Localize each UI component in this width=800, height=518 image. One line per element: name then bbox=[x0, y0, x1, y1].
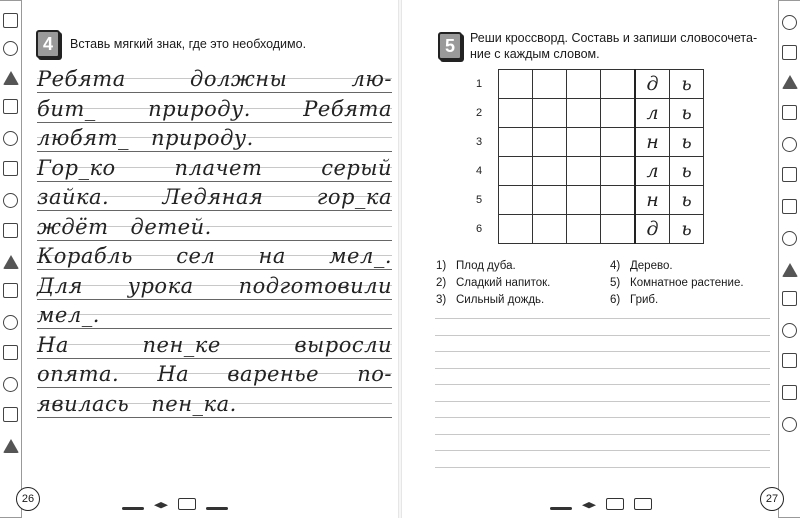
crossword-row bbox=[476, 128, 704, 157]
answer-line[interactable] bbox=[435, 417, 770, 418]
crossword-row-number: 5 bbox=[476, 194, 483, 206]
crossword-cell[interactable]: н bbox=[635, 128, 670, 157]
pencil-doodle-icon bbox=[206, 507, 228, 510]
crossword-cell[interactable]: ь bbox=[670, 128, 704, 157]
clue-item bbox=[436, 258, 516, 275]
handwritten-word: ждёт bbox=[37, 214, 109, 239]
backpack-doodle-icon bbox=[782, 353, 797, 368]
ruled-line bbox=[37, 299, 392, 300]
clue-item bbox=[436, 292, 544, 309]
clue-item bbox=[610, 258, 673, 275]
task-instruction: Вставь мягкий знак, где это необходимо. bbox=[70, 37, 307, 51]
protractor-doodle-icon bbox=[582, 502, 596, 510]
crossword-cell[interactable]: ь bbox=[670, 186, 704, 215]
handwritten-word: сел bbox=[176, 244, 216, 268]
footer-doodles bbox=[550, 498, 652, 510]
clue-number: 1) bbox=[436, 260, 447, 272]
handwritten-word: опята. bbox=[37, 362, 120, 386]
handwritten-word: плачет bbox=[174, 155, 263, 180]
task-number-badge: 5 bbox=[438, 32, 462, 60]
handwritten-word: На bbox=[37, 332, 69, 357]
folder-doodle-icon bbox=[782, 291, 797, 306]
clue-number: 3) bbox=[436, 294, 447, 306]
clue-number: 5) bbox=[610, 277, 621, 289]
pencil-doodle-icon bbox=[3, 255, 19, 269]
crossword-cell[interactable] bbox=[567, 99, 601, 128]
page-number: 27 bbox=[760, 487, 784, 511]
ruled-line bbox=[37, 328, 392, 329]
crossword-cell[interactable] bbox=[601, 128, 636, 157]
handwritten-word: зайка. bbox=[37, 185, 110, 209]
handwritten-word: пен_ке bbox=[142, 332, 221, 357]
handwritten-word: мел_. bbox=[329, 244, 392, 268]
answer-line[interactable] bbox=[435, 450, 770, 451]
clue-item bbox=[610, 292, 658, 309]
crossword-cell[interactable] bbox=[601, 99, 636, 128]
calculator-doodle-icon bbox=[3, 223, 18, 238]
answer-line[interactable] bbox=[435, 384, 770, 385]
crossword-cell[interactable] bbox=[601, 186, 636, 215]
handwritten-word: пен_ка. bbox=[151, 391, 237, 416]
handwritten-word: серый bbox=[321, 155, 392, 180]
handwritten-word: гор_ка bbox=[316, 185, 392, 209]
crossword-cell[interactable] bbox=[601, 70, 636, 99]
ruled-line bbox=[37, 240, 392, 241]
crossword-row-number: 3 bbox=[476, 136, 483, 148]
clue-list bbox=[436, 258, 776, 318]
notebook-doodle-icon bbox=[782, 167, 797, 182]
crossword-row bbox=[476, 99, 704, 128]
crossword-cell[interactable] bbox=[533, 157, 567, 186]
eraser-doodle-icon bbox=[634, 498, 652, 510]
ruled-line bbox=[37, 269, 392, 270]
left-decorative-border bbox=[0, 0, 22, 518]
crossword-cell[interactable] bbox=[499, 157, 533, 186]
handwritten-word: мел_. bbox=[37, 303, 100, 327]
ruled-line bbox=[37, 92, 392, 93]
globe-doodle-icon bbox=[782, 15, 797, 30]
crossword-cell[interactable]: л bbox=[635, 157, 670, 186]
crossword-grid bbox=[476, 69, 704, 244]
crossword-cell[interactable] bbox=[567, 128, 601, 157]
pen-doodle-icon bbox=[122, 507, 144, 510]
left-page bbox=[22, 0, 400, 518]
glasses-doodle-icon bbox=[3, 315, 18, 330]
handwritten-word: лю- bbox=[351, 67, 392, 91]
handwritten-word: выросли bbox=[294, 332, 392, 357]
crossword-cell[interactable] bbox=[499, 70, 533, 99]
handwritten-word: природу. bbox=[148, 96, 251, 121]
crossword-cell[interactable] bbox=[533, 70, 567, 99]
answer-line[interactable] bbox=[435, 335, 770, 336]
answer-lines bbox=[435, 318, 770, 488]
crossword-cell[interactable] bbox=[533, 215, 567, 244]
answer-line[interactable] bbox=[435, 351, 770, 352]
pen-doodle-icon bbox=[550, 507, 572, 510]
book-stack-doodle-icon bbox=[3, 407, 18, 422]
book-stack-doodle-icon bbox=[782, 385, 797, 400]
graduation-cap-doodle-icon bbox=[154, 502, 168, 510]
folder-doodle-icon bbox=[3, 283, 18, 298]
handwriting-line bbox=[37, 67, 392, 91]
crossword-cell[interactable]: ь bbox=[670, 215, 704, 244]
briefcase-doodle-icon bbox=[178, 498, 196, 510]
crossword-cell[interactable] bbox=[533, 99, 567, 128]
notebook-doodle-icon bbox=[3, 99, 18, 114]
crossword-cell[interactable]: ь bbox=[670, 99, 704, 128]
clue-item bbox=[436, 275, 550, 292]
clue-text: Комнатное растение. bbox=[630, 277, 744, 289]
laptop-doodle-icon bbox=[782, 105, 797, 120]
crossword-cell[interactable]: ь bbox=[670, 157, 704, 186]
crossword-cell[interactable] bbox=[567, 157, 601, 186]
crossword-cell[interactable] bbox=[601, 157, 636, 186]
handwriting-line bbox=[37, 156, 392, 180]
handwritten-word: Гор_ко bbox=[37, 155, 116, 180]
triangle-ruler-doodle-icon bbox=[3, 71, 19, 85]
flask-doodle-icon bbox=[782, 263, 798, 277]
clock-doodle-icon bbox=[782, 137, 797, 152]
ruled-line bbox=[37, 151, 392, 152]
handwriting-line bbox=[37, 333, 392, 357]
handwritten-word: детей. bbox=[130, 214, 212, 239]
crossword-row-number: 4 bbox=[476, 165, 483, 177]
ruled-line bbox=[37, 387, 392, 388]
crossword-cell[interactable] bbox=[567, 70, 601, 99]
crossword-cell[interactable] bbox=[567, 215, 601, 244]
clue-text: Плод дуба. bbox=[456, 260, 516, 272]
crossword-cell[interactable] bbox=[567, 186, 601, 215]
task-instruction bbox=[470, 30, 757, 62]
handwriting-line bbox=[37, 126, 392, 150]
crossword-row-number: 6 bbox=[476, 223, 483, 235]
paint-doodle-icon bbox=[3, 345, 18, 360]
clue-text: Дерево. bbox=[630, 260, 673, 272]
crossword-cell[interactable]: д bbox=[635, 70, 670, 99]
crossword-cell[interactable]: н bbox=[635, 186, 670, 215]
handwritten-word: любят_ bbox=[37, 126, 129, 150]
crossword-row bbox=[476, 70, 704, 99]
answer-line[interactable] bbox=[435, 368, 770, 369]
glasses-doodle-icon bbox=[782, 323, 797, 338]
ruled-line bbox=[37, 181, 392, 182]
answer-line[interactable] bbox=[435, 401, 770, 402]
handwritten-word: природу. bbox=[151, 126, 254, 150]
footer-doodles bbox=[122, 498, 228, 510]
handwriting-line bbox=[37, 362, 392, 386]
laptop-doodle-icon bbox=[606, 498, 624, 510]
handwritten-word: подготовили bbox=[238, 273, 392, 298]
handwritten-word: по- bbox=[357, 362, 392, 386]
crossword-row bbox=[476, 215, 704, 244]
handwritten-word: урока bbox=[127, 273, 194, 298]
clue-number: 2) bbox=[436, 277, 447, 289]
page-number: 26 bbox=[16, 487, 40, 511]
crossword-cell[interactable] bbox=[499, 128, 533, 157]
task-instruction-line2: ние с каждым словом. bbox=[470, 47, 600, 61]
handwritten-word: Для bbox=[37, 273, 83, 298]
crossword-cell[interactable]: ь bbox=[670, 70, 704, 99]
clue-text: Гриб. bbox=[630, 294, 659, 306]
handwriting-area bbox=[37, 58, 392, 468]
apple-doodle-icon bbox=[3, 377, 18, 392]
handwriting-line bbox=[37, 215, 392, 239]
right-page bbox=[400, 0, 778, 518]
book-doodle-icon bbox=[3, 13, 18, 28]
handwriting-line bbox=[37, 97, 392, 121]
handwriting-line bbox=[37, 303, 392, 327]
crossword-cell[interactable] bbox=[499, 215, 533, 244]
apple-doodle-icon bbox=[782, 417, 797, 432]
book-doodle-icon bbox=[782, 45, 797, 60]
clue-number: 4) bbox=[610, 260, 621, 272]
handwritten-word: варенье bbox=[227, 362, 320, 386]
clue-item bbox=[610, 275, 744, 292]
ruled-line bbox=[37, 417, 392, 418]
handwritten-word: явилась bbox=[37, 391, 130, 416]
ruled-line bbox=[37, 358, 392, 359]
magnifier-doodle-icon bbox=[3, 193, 18, 208]
answer-line[interactable] bbox=[435, 467, 770, 468]
clue-number: 6) bbox=[610, 294, 621, 306]
handwritten-word: Ледяная bbox=[162, 185, 264, 209]
crossword-cell[interactable]: д bbox=[635, 215, 670, 244]
backpack-doodle-icon bbox=[3, 161, 18, 176]
handwriting-line bbox=[37, 392, 392, 416]
task-number-badge: 4 bbox=[36, 30, 60, 58]
answer-line[interactable] bbox=[435, 318, 770, 319]
calculator-doodle-icon bbox=[782, 199, 797, 214]
answer-line[interactable] bbox=[435, 434, 770, 435]
crossword-row bbox=[476, 157, 704, 186]
ruled-line bbox=[37, 210, 392, 211]
handwriting-line bbox=[37, 244, 392, 268]
handwritten-word: На bbox=[157, 362, 190, 386]
clue-text: Сладкий напиток. bbox=[456, 277, 551, 289]
handwritten-word: бит_ bbox=[37, 96, 96, 121]
handwritten-word: Ребята bbox=[303, 96, 392, 121]
clue-text: Сильный дождь. bbox=[456, 294, 545, 306]
crossword-row bbox=[476, 186, 704, 215]
handwritten-word: на bbox=[258, 244, 286, 268]
ruled-line bbox=[37, 122, 392, 123]
task-instruction-line1: Реши кроссворд. Составь и запиши словосочета- bbox=[470, 31, 758, 45]
crossword-row-number: 1 bbox=[476, 78, 483, 90]
crossword-cell[interactable] bbox=[533, 128, 567, 157]
crossword-cell[interactable] bbox=[499, 186, 533, 215]
crossword-row-number: 2 bbox=[476, 107, 483, 119]
globe-doodle-icon bbox=[3, 41, 18, 56]
handwritten-word: должны bbox=[190, 67, 288, 91]
crossword-cell[interactable] bbox=[601, 215, 636, 244]
cap-doodle-icon bbox=[3, 439, 19, 453]
magnifier-doodle-icon bbox=[782, 231, 797, 246]
clock-doodle-icon bbox=[3, 131, 18, 146]
crossword-cell[interactable] bbox=[533, 186, 567, 215]
ruler-doodle-icon bbox=[782, 75, 798, 89]
crossword-cell[interactable] bbox=[499, 99, 533, 128]
handwriting-line bbox=[37, 274, 392, 298]
right-decorative-border bbox=[778, 0, 800, 518]
handwritten-word: Корабль bbox=[37, 244, 133, 268]
handwritten-word: Ребята bbox=[37, 67, 126, 91]
handwriting-line bbox=[37, 185, 392, 209]
crossword-cell[interactable]: л bbox=[635, 99, 670, 128]
